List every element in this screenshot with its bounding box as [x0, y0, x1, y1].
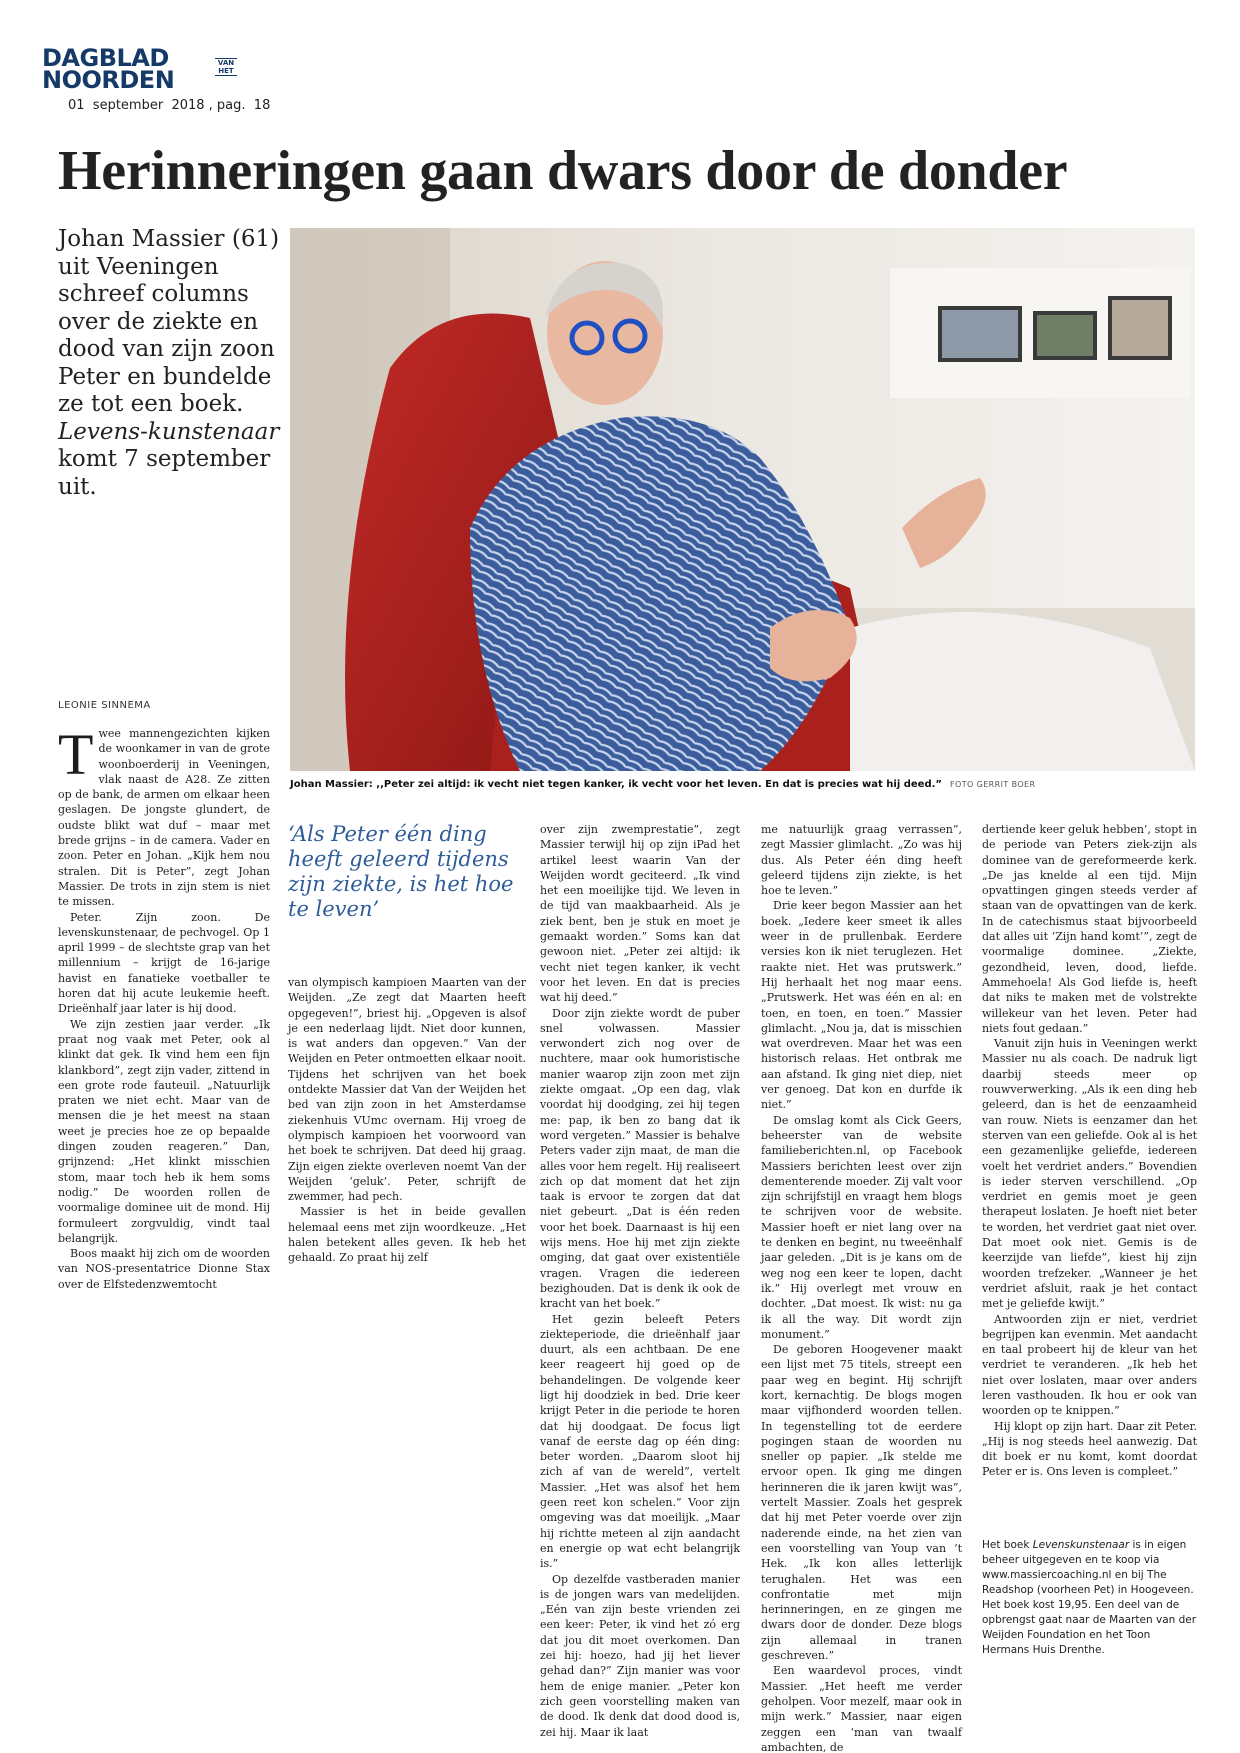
paragraph: me natuurlijk graag verrassen”, zegt Massier glimlacht. „Zo was hij dus. Als Peter één ding heeft geleerd tijdens zijn ziekte, is het hoe te leven.” — [761, 823, 962, 898]
paragraph: Boos maakt hij zich om de woorden van NOS-presentatrice Dionne Stax over de Elfstedenzwemtocht — [58, 1247, 270, 1291]
article-column-5 — [982, 822, 1197, 1480]
article-column-2 — [288, 975, 526, 1266]
book-note-text: is in eigen beheer uitgegeven en te koop via www.massiercoaching.nl en bij The Readshop (voorheen Pet) in Hoogeveen. Het boek kost 19,95. Een deel van de opbrengst gaat naar de Maarten van der Weijden Foundation en het Toon Hermans Huis Drenthe. — [982, 1539, 1197, 1656]
book-info-box — [982, 1538, 1197, 1658]
pull-quote: ‘Als Peter één ding heeft geleerd tijdens zijn ziekte, is het hoe te leven’ — [288, 822, 514, 921]
paragraph: Peter. Zijn zoon. De levenskunstenaar, de pechvogel. Op 1 april 1999 – de slechtste grap van het millennium – krijgt de 16-jarige havist en fanatieke voetballer te horen dat hij acute leukemie heeft. Drieënhalf jaar later is hij dood. — [58, 910, 270, 1016]
paragraph: Vanuit zijn huis in Veeningen werkt Massier nu als coach. De nadruk ligt daarbij steeds meer op rouwverwerking. „Als ik een ding heb geleerd, dan is het de eenzaamheid van rouw. Niets is eenzamer dan het sterven van een geliefde. Ook al is het een gezamenlijke geliefde, iedereen voelt het verdriet anders.” Bovendien is ieder sterven verschillend. „Op verdriet en gemis moet je geen therapeut loslaten. Je hoeft niet beter te worden, het verdriet gaat niet over. Dat moet ook niet. Gemis is de keerzijde van liefde”, kiest hij zijn woorden trefzeker. „Wanneer je het verdriet afsluit, raak je het contact met je geliefde kwijt.” — [982, 1037, 1197, 1311]
byline: LEONIE SINNEMA — [58, 700, 151, 711]
paragraph: Op dezelfde vastberaden manier is de jongen wars van medelijden. „Eén van zijn beste vrienden zei een keer: Peter, ik vind het zó erg dat jou dit moet overkomen. Dan zei hij: hoezo, had jij het liever gehad dan?” Zijn manier was voor hem de enige manier. „Peter kon zich geen voorstelling maken van de dood. Ik denk dat dood dood is, zei hij. Maar ik laat — [540, 1572, 740, 1739]
paragraph: De omslag komt als Cick Geers, beheerster van de website familieberichten.nl, op Facebook Massiers berichten leest over zijn dementerende moeder. Zij valt voor zijn schrijfstijl en vraagt hem blogs te schrijven voor de website. Massier hoeft er niet lang over na te denken en begint, nu tweeënhalf jaar geleden. „Dit is je kans om de weg nog een keer te lopen, dacht ik.” Hij overlegt met vrouw en dochter. „Dat moest. Ik wist: nu ga ik all the way. Dit wordt zijn monument.” — [761, 1113, 962, 1341]
intro-lead — [58, 226, 290, 501]
photo-caption — [290, 778, 1195, 792]
logo-van-het: VAN HET — [215, 58, 237, 76]
dateline: 01 september 2018 , pag. 18 — [68, 98, 271, 113]
intro-text-after: komt 7 september uit. — [58, 446, 271, 500]
caption-text: Johan Massier: ,,Peter zei altijd: ik vecht niet tegen kanker, ik vecht voor het leven. En dat is precies wat hij deed.” — [290, 779, 942, 790]
paragraph: dertiende keer geluk hebben’, stopt in de periode van Peters ziek-zijn als dominee van de gereformeerde kerk. „De jas knelde al een tijd. Mijn opvattingen gingen steeds verder af staan van de opvattingen van de kerk. In de catechismus staat bijvoorbeeld dat alles uit ‘Zijn hand komt’”, zegt de voormalige dominee. „Ziekte, gezondheid, leven, dood, liefde. Ammehoela! Als God liefde is, heeft dat niks te maken met de volstrekte willekeur van het leven. Peter had niets fout gedaan.” — [982, 823, 1197, 1035]
paragraph: De geboren Hoogevener maakt een lijst met 75 titels, streept een paar weg en begint. Hij schrijft kort, kernachtig. De blogs mogen maar vijfhonderd woorden tellen. In tegenstelling tot de eerdere pogingen staan de woorden nu sneller op papier. „Ik stelde me ervoor open. Ik ging me dingen herinneren die ik jaren kwijt was”, vertelt Massier. Zoals het gesprek dat hij met Peter voerde over zijn naderende einde, na het zien van een voorstelling van Youp van ’t Hek. „Ik kon alles letterlijk terughalen. Het was een confrontatie met mijn herinneringen, en ze gingen me dwars door de donder. Deze blogs zijn allemaal in tranen geschreven.” — [761, 1343, 962, 1663]
drop-cap: T — [58, 722, 94, 787]
paragraph: Hij klopt op zijn hart. Daar zit Peter. „Hij is nog steeds heel aanwezig. Dat dit boek er nu komt, komt doordat Peter er is. Ons leven is compleet.” — [982, 1419, 1197, 1479]
paragraph: Een waardevol proces, vindt Massier. „Het heeft me verder geholpen. Voor mezelf, maar ook in mijn werk.” Massier, naar eigen zeggen een ‘man van twaalf ambachten, de — [761, 1664, 962, 1753]
book-note-title: Levenskunstenaar — [1032, 1539, 1130, 1551]
photo-man-red-chair-icon — [290, 228, 1195, 771]
article-column-4 — [761, 822, 962, 1753]
paragraph: Massier is het in beide gevallen helemaal eens met zijn woordkeuze. „Het halen betekent alles geven. Ik heb het gehaald. Zo praat hij zelf — [288, 1205, 526, 1265]
book-note-prefix: Het boek — [982, 1539, 1033, 1551]
paragraph: over zijn zwemprestatie”, zegt Massier terwijl hij op zijn iPad het artikel leest waarin Van der Weijden wordt geciteerd. „Ik vind het een moeilijke tijd. We leven in de tijd van maakbaarheid. Als je ziek bent, ben je stuk en moet je gemaakt worden.” Soms kan dat gewoon niet. „Peter zei altijd: ik vecht niet tegen kanker, ik vecht voor het leven. En dat is precies wat hij deed.” — [540, 823, 740, 1005]
headline: Herinneringen gaan dwars door de donder — [58, 140, 1068, 202]
logo-line-1: DAGBLAD — [42, 44, 169, 72]
intro-book-title: Levens-kunstenaar — [58, 418, 280, 445]
intro-text: Johan Massier (61) uit Veeningen schreef columns over de ziekte en dood van zijn zoon Peter en bundelde ze tot een boek. — [58, 226, 280, 417]
article-photo — [290, 228, 1195, 771]
logo-line-2: NOORDEN — [42, 66, 175, 94]
photo-credit: FOTO GERRIT BOER — [950, 780, 1036, 789]
newspaper-logo — [42, 44, 235, 94]
paragraph: Antwoorden zijn er niet, verdriet begrijpen kan evenmin. Met aandacht en taal probeert hij de kleur van het verdriet te veranderen. „Ik heb het niet over loslaten, maar over anders leren vasthouden. Ik hou er ook van woorden op te knippen.” — [982, 1312, 1197, 1418]
paragraph: Door zijn ziekte wordt de puber snel volwassen. Massier verwondert zich nog over de nuchtere, maar ook humoristische manier waarop zijn zoon met zijn ziekte omgaat. „Op een dag, vlak voordat hij doodging, zei hij tegen me: pap, ik ben zo bang dat ik word vergeten.” Massier is behalve Peters vader zijn maat, de man die alles voor hem regelt. Hij realiseert zich op dat moment dat het zijn taak is ervoor te zorgen dat dat niet gebeurt. „Dat is één reden voor het boek. Daarnaast is hij een wijs mens. Hoe hij met zijn ziekte omging, dat gaat over existentiële vragen. Vragen die iedereen bezighouden. Dat is denk ik ook de kracht van het boek.” — [540, 1006, 740, 1311]
paragraph: Drie keer begon Massier aan het boek. „Iedere keer smeet ik alles weer in de prullenbak. Eerdere versies kon ik niet teruglezen. Het raakte niet. Het was prutswerk.” Hij herhaalt het nog maar eens. „Prutswerk. Het was één en al: en toen, en toen, en toen.” Massier glimlacht. „Nou ja, dat is misschien wat overdreven. Maar het was een historisch relaas. Het ontbrak me aan afstand. Ik ging niet diep, niet ver genoeg. Dat kon en durfde ik niet.” — [761, 899, 962, 1112]
article-column-1 — [58, 722, 270, 1292]
paragraph: We zijn zestien jaar verder. „Ik praat nog vaak met Peter, ook al klinkt dat gek. Ik vind hem een fijn klankbord”, zegt zijn vader, zittend in een grote rode fauteuil. „Natuurlijk praten we niet echt. Maar van de mensen die je het meest na staan weet je precies hoe ze op bepaalde dingen zouden reageren.” Dan, grijnzend: „Het klinkt misschien stom, maar toch heb ik hem soms nodig.” De woorden rollen de voormalige dominee uit de mond. Hij formuleert zorgvuldig, vindt taal belangrijk. — [58, 1017, 270, 1245]
paragraph: van olympisch kampioen Maarten van der Weijden. „Ze zegt dat Maarten heeft opgegeven!”, briest hij. „Opgeven is alsof je een nederlaag lijdt. Niet door kunnen, is wat anders dan opgeven.” Van der Weijden en Peter ontmoetten elkaar nooit. Tijdens het schrijven van het boek ontdekte Massier dat Van der Weijden het bed van zijn zoon in het Amsterdamse ziekenhuis VUmc overnam. Hij vroeg de olympisch kampioen het voorwoord van het boek te schrijven. Dat deed hij graag. Zijn eigen ziekte overleven noemt Van der Weijden ‘geluk’. Peter, schrijft de zwemmer, had pech. — [288, 976, 526, 1204]
paragraph: Het gezin beleeft Peters ziekteperiode, die drieënhalf jaar duurt, als een achtbaan. De ene keer reageert hij goed op de behandelingen. De volgende keer ligt hij doodziek in bed. Drie keer krijgt Peter in die periode te horen dat hij doodgaat. De focus ligt vanaf de eerste dag op één ding: beter worden. „Daarom sloot hij zich af van de wereld”, vertelt Massier. „Het was alsof het hem geen reet kon schelen.” Voor zijn omgeving was dat moeilijk. „Maar hij richtte meteen al zijn aandacht en energie op wat echt belangrijk is.” — [540, 1312, 740, 1571]
paragraph: wee mannengezichten kijken de woonkamer in van de grote woonboerderij in Veeningen, vlak naast de A28. Ze zitten op de bank, de armen om elkaar heen geslagen. De jongste glundert, de oudste blikt wat duf – maar met brede grijns – in de camera. Vader en zoon. Peter en Johan. „Kijk hem nou stralen. Dit is Peter”, zegt Johan Massier. De trots in zijn stem is niet te missen. — [58, 727, 270, 909]
article-column-3 — [540, 822, 740, 1740]
